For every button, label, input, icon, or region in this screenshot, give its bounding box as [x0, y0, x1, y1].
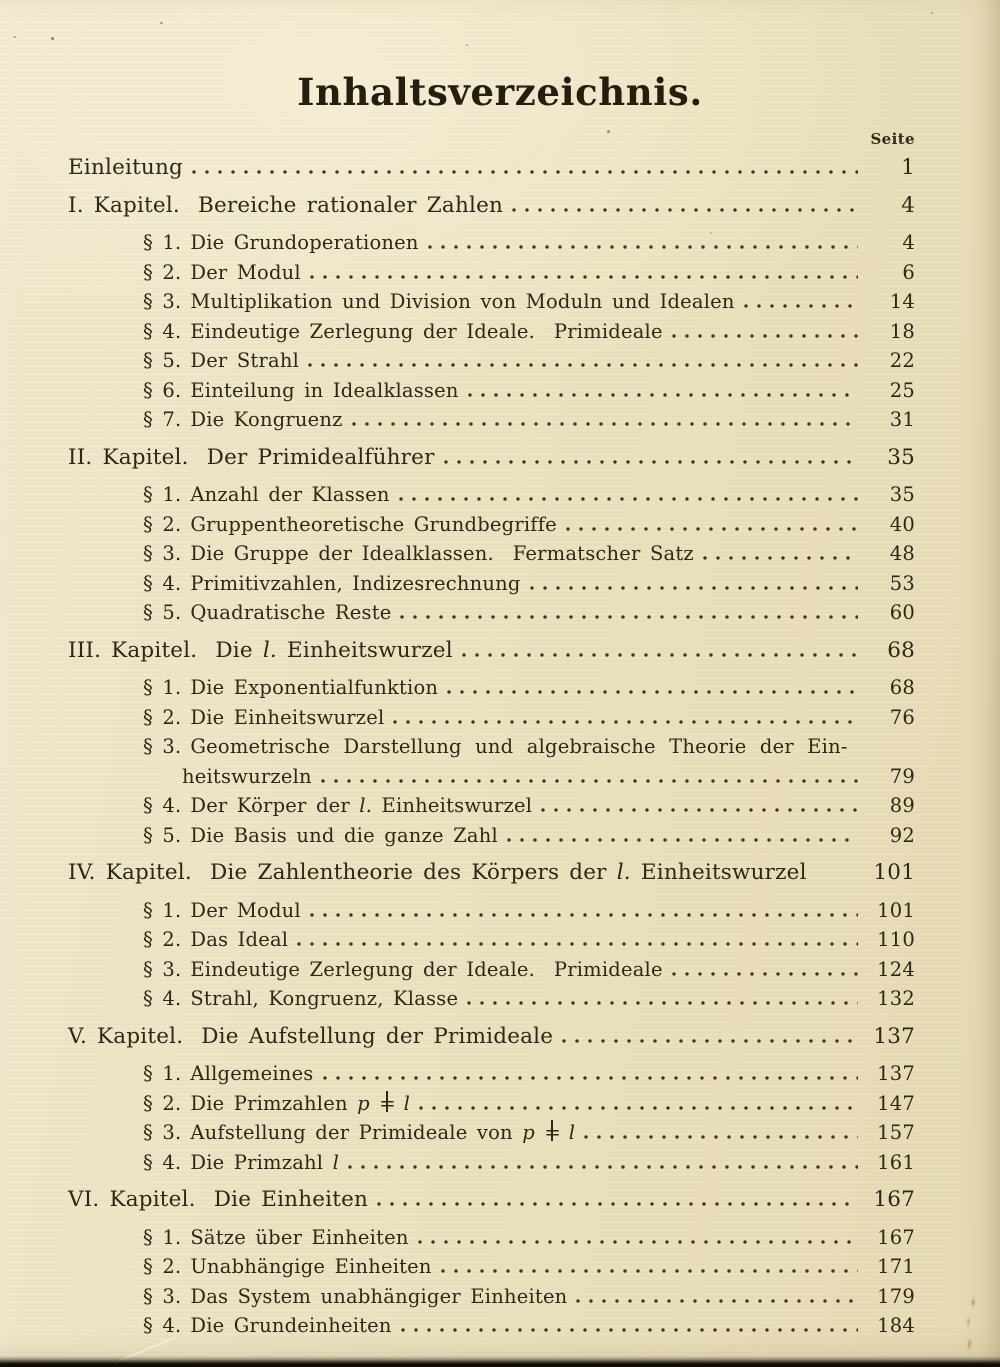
paper-speck	[607, 130, 610, 133]
entry-page-number: 53	[889, 571, 915, 595]
toc-section-row	[68, 1059, 915, 1089]
dot-leader	[512, 208, 858, 212]
entry-number: § 2.	[143, 928, 182, 951]
entry-number: § 1.	[143, 483, 182, 506]
toc-section-row	[68, 376, 915, 406]
entry-number: § 1.	[143, 231, 182, 254]
toc-section-row	[68, 1311, 915, 1341]
entry-title: Bereiche rationaler Zahlen	[197, 192, 504, 218]
entry-title: Die Gruppe der Idealklassen. Fermatscher Satz	[190, 542, 694, 565]
entry-number: § 4.	[143, 987, 182, 1010]
toc-chapter-row	[68, 636, 915, 666]
entry-number: § 3.	[143, 542, 182, 565]
entry-page-number: 22	[889, 349, 915, 372]
entry-number: § 7.	[143, 408, 182, 431]
toc-list	[68, 153, 915, 1341]
entry-title: Quadratische Reste	[190, 601, 392, 624]
dot-leader	[310, 275, 858, 279]
dot-leader	[468, 393, 858, 397]
paper-speck	[466, 44, 468, 46]
entry-title: Die Kongruenz	[190, 408, 343, 431]
dot-leader	[400, 615, 858, 619]
toc-section-row	[68, 821, 915, 851]
dot-leader	[744, 304, 858, 308]
dot-leader	[507, 838, 858, 842]
toc-section-row	[68, 510, 915, 540]
toc-section-row	[68, 673, 915, 703]
entry-number: § 5.	[143, 823, 182, 847]
toc-continuation-row	[68, 762, 915, 792]
entry-number: § 3.	[143, 735, 182, 758]
entry-title: Der Modul	[190, 898, 301, 922]
toc-section-row	[68, 925, 915, 955]
entry-page-number: 4	[901, 192, 915, 218]
entry-title: Unabhängige Einheiten	[190, 1255, 432, 1278]
toc-section-row	[68, 1252, 915, 1282]
entry-title: Sätze über Einheiten	[190, 1225, 409, 1249]
dot-leader	[857, 749, 858, 753]
entry-number: § 4.	[143, 1150, 182, 1174]
toc-section-row	[68, 791, 915, 821]
entry-title: Strahl, Kongruenz, Klasse	[190, 987, 459, 1010]
entry-page-number: 184	[877, 1314, 915, 1337]
entry-title: Aufstellung der Primideale von p = l	[190, 1118, 575, 1148]
entry-number: § 2.	[143, 260, 182, 284]
toc-section-row	[68, 1282, 915, 1312]
dot-leader	[584, 1135, 858, 1139]
entry-page-number: 101	[877, 898, 915, 922]
entry-title: Die Primzahlen p = l	[190, 1089, 410, 1119]
entry-number: § 2.	[143, 512, 182, 536]
toc-section-row	[68, 598, 915, 628]
entry-page-number: 76	[889, 705, 915, 729]
dot-leader	[377, 1202, 858, 1206]
page-title: Inhaltsverzeichnis.	[297, 70, 703, 114]
entry-number: § 3.	[143, 290, 182, 313]
entry-page-number: 167	[873, 1187, 915, 1212]
entry-page-number: 35	[889, 483, 915, 506]
entry-page-number: 110	[877, 928, 915, 951]
entry-title: Die Einheitswurzel	[190, 705, 385, 729]
toc-chapter-row	[68, 858, 915, 888]
entry-page-number: 147	[877, 1091, 915, 1115]
toc-chapter-row	[68, 443, 915, 473]
entry-title: Geometrische Darstellung und algebraische Theorie der Ein-	[190, 735, 848, 758]
toc-section-row	[68, 703, 915, 733]
entry-number: § 1.	[143, 676, 182, 699]
toc-section-row	[68, 228, 915, 258]
paper-speck	[14, 36, 16, 38]
toc-section-row	[68, 955, 915, 985]
toc-chapter-row	[68, 1185, 915, 1215]
entry-title: heitswurzeln	[182, 764, 312, 788]
toc-section-row	[68, 1089, 915, 1119]
entry-title: Anzahl der Klassen	[190, 483, 390, 506]
entry-title: Eindeutige Zerlegung der Ideale. Primideale	[190, 319, 663, 343]
entry-number: § 6.	[143, 378, 182, 402]
entry-page-number: 161	[877, 1150, 915, 1174]
dot-leader	[393, 720, 858, 724]
entry-page-number: 6	[902, 260, 915, 284]
entry-number: § 4.	[143, 794, 182, 817]
dot-leader	[441, 1269, 858, 1273]
dot-leader	[348, 1165, 858, 1169]
paper-speck	[710, 232, 712, 234]
entry-title: Einleitung	[68, 155, 183, 180]
dot-leader	[352, 422, 858, 426]
entry-page-number: 124	[877, 957, 915, 981]
entry-title: Das System unabhängiger Einheiten	[190, 1284, 568, 1308]
dot-leader	[399, 497, 858, 501]
dot-leader	[419, 1106, 858, 1110]
entry-title: Die Basis und die ganze Zahl	[190, 823, 498, 847]
toc-section-row	[68, 1118, 915, 1148]
entry-page-number: 40	[889, 512, 915, 536]
entry-page-number: 101	[873, 860, 915, 885]
entry-page-number: 48	[889, 542, 915, 565]
dot-leader	[192, 170, 858, 174]
dot-leader	[530, 586, 858, 590]
entry-title: Die l. Einheitswurzel	[215, 637, 453, 663]
toc-section-row	[68, 984, 915, 1014]
entry-number: § 3.	[143, 1121, 182, 1144]
entry-number: § 3.	[143, 1284, 182, 1308]
entry-number: IV. Kapitel.	[68, 860, 192, 885]
entry-page-number: 68	[887, 637, 915, 663]
dot-leader	[816, 875, 858, 879]
toc-section-row	[68, 539, 915, 569]
entry-page-number: 4	[902, 231, 915, 254]
paper-speck	[51, 37, 54, 40]
entry-page-number: 167	[877, 1225, 915, 1249]
entry-number: § 4.	[143, 1314, 182, 1337]
toc-section-row	[68, 896, 915, 926]
dot-leader	[401, 1328, 858, 1332]
entry-page-number: 60	[889, 601, 915, 624]
toc-section-row	[68, 317, 915, 347]
entry-title: Die Grundeinheiten	[190, 1314, 392, 1337]
entry-title: Einteilung in Idealklassen	[190, 378, 459, 402]
paper-speck	[160, 22, 163, 24]
entry-page-number: 68	[889, 676, 915, 699]
scan-bottom-edge	[0, 1356, 1000, 1367]
entry-number: § 2.	[143, 705, 182, 729]
entry-title: Die Einheiten	[213, 1187, 369, 1212]
dot-leader	[297, 942, 858, 946]
dot-leader	[310, 913, 858, 917]
entry-number: § 2.	[143, 1091, 182, 1115]
toc-section-row	[68, 1223, 915, 1253]
entry-page-number: 171	[877, 1255, 915, 1278]
toc-section-row	[68, 732, 915, 762]
dot-leader	[672, 972, 858, 976]
toc-section-row	[68, 1148, 915, 1178]
entry-title: Der Modul	[190, 260, 301, 284]
entry-title: Die Zahlentheorie des Körpers der l. Einheitswurzel	[209, 860, 807, 885]
toc-section-row	[68, 346, 915, 376]
toc-section-row	[68, 480, 915, 510]
page-column-header: Seite	[870, 130, 915, 148]
entry-page-number: 1	[901, 155, 915, 180]
entry-number: § 3.	[143, 957, 182, 981]
entry-page-number: 25	[889, 378, 915, 402]
entry-number: § 1.	[143, 1225, 182, 1249]
entry-title: Der Strahl	[190, 349, 300, 372]
toc-chapter-row	[68, 1022, 915, 1052]
dot-leader	[321, 779, 858, 783]
toc-section-row	[68, 569, 915, 599]
toc-chapter-row	[68, 191, 915, 221]
entry-number: III. Kapitel.	[68, 637, 198, 663]
entry-title: Gruppentheoretische Grundbegriffe	[190, 512, 557, 536]
entry-number: § 4.	[143, 319, 182, 343]
entry-page-number: 31	[889, 408, 915, 431]
entry-title: Das Ideal	[190, 928, 289, 951]
dot-leader	[323, 1076, 858, 1080]
toc-content	[0, 130, 1000, 1341]
entry-page-number: 137	[877, 1062, 915, 1085]
entry-number: II. Kapitel.	[68, 444, 189, 470]
entry-number: § 1.	[143, 898, 182, 922]
paper-speck	[931, 12, 933, 14]
dot-leader	[444, 460, 858, 464]
dot-leader	[566, 527, 858, 531]
entry-page-number: 89	[889, 794, 915, 817]
entry-number: VI. Kapitel.	[68, 1187, 196, 1212]
entry-number: I. Kapitel.	[68, 192, 180, 218]
entry-page-number: 179	[877, 1284, 915, 1308]
entry-title: Der Primidealführer	[206, 444, 435, 470]
dot-leader	[703, 556, 858, 560]
entry-page-number: 157	[877, 1121, 915, 1144]
entry-page-number: 132	[877, 987, 915, 1010]
entry-page-number: 18	[889, 319, 915, 343]
toc-section-row	[68, 287, 915, 317]
entry-title: Die Aufstellung der Primideale	[201, 1023, 554, 1049]
entry-title: Die Exponentialfunktion	[190, 676, 439, 699]
toc-section-row	[68, 405, 915, 435]
entry-page-number: 92	[889, 823, 915, 847]
entry-number: § 1.	[143, 1062, 182, 1085]
dot-leader	[562, 1039, 858, 1043]
dot-leader	[462, 653, 858, 657]
dot-leader	[308, 363, 858, 367]
not-equal-symbol	[379, 1089, 394, 1119]
dot-leader	[541, 808, 858, 812]
entry-title: Die Grundoperationen	[190, 231, 419, 254]
dot-leader	[447, 690, 858, 694]
not-equal-symbol	[544, 1118, 559, 1148]
entry-number: V. Kapitel.	[68, 1023, 184, 1049]
entry-title: Der Körper der l. Einheitswurzel	[190, 794, 533, 817]
entry-number: § 4.	[143, 571, 182, 595]
toc-entry-row	[68, 153, 915, 183]
entry-page-number: 79	[889, 764, 915, 788]
entry-page-number: 14	[889, 290, 915, 313]
entry-page-number: 35	[887, 444, 915, 470]
toc-section-row	[68, 258, 915, 288]
entry-title: Allgemeines	[190, 1062, 314, 1085]
entry-title: Eindeutige Zerlegung der Ideale. Primideale	[190, 957, 663, 981]
dot-leader	[576, 1299, 858, 1303]
dot-leader	[672, 334, 858, 338]
entry-title: Die Primzahl l	[190, 1150, 340, 1174]
entry-title: Multiplikation und Division von Moduln und Idealen	[190, 290, 735, 313]
entry-number: § 5.	[143, 601, 182, 624]
dot-leader	[428, 245, 858, 249]
entry-number: § 2.	[143, 1255, 182, 1278]
entry-number: § 5.	[143, 349, 182, 372]
dot-leader	[418, 1240, 858, 1244]
entry-page-number: 137	[873, 1023, 915, 1049]
dot-leader	[467, 1001, 858, 1005]
entry-title: Primitivzahlen, Indizesrechnung	[190, 571, 521, 595]
